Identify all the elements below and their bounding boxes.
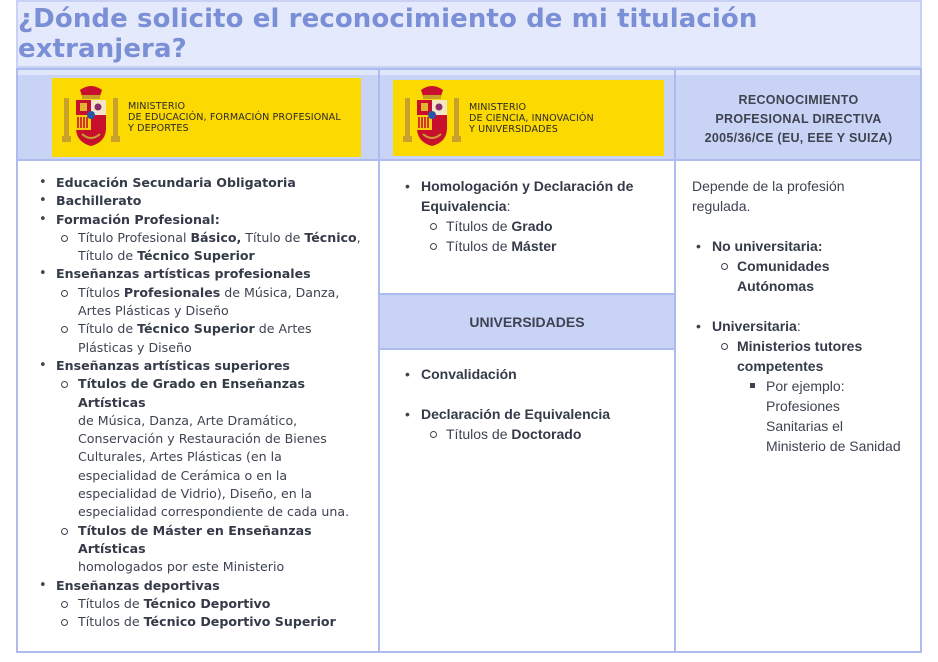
recognition-list xyxy=(692,176,918,456)
universities-header xyxy=(380,295,674,348)
title-banner xyxy=(16,0,922,68)
text-segment: Títulos de xyxy=(78,595,144,611)
list-item-label: Homologación y Declaración de xyxy=(421,178,634,194)
list-item-colon: : xyxy=(214,211,220,227)
list-item xyxy=(692,236,918,256)
list-item-label: Universitaria xyxy=(712,318,797,334)
list-item-label: No universitaria xyxy=(712,238,818,254)
text-segment: Grado xyxy=(511,218,553,234)
text-segment: Autónomas xyxy=(737,278,814,294)
spacer xyxy=(692,216,918,236)
sub-list-item xyxy=(36,320,376,338)
text-segment: Títulos de Grado en Enseñanzas Artísticas xyxy=(78,376,306,410)
sub-list-item xyxy=(692,336,918,356)
sub-list-item-cont: Artes Plásticas y Diseño xyxy=(78,303,229,319)
header-divider xyxy=(18,159,920,161)
text-segment: de Artes xyxy=(254,321,312,337)
list-item-label: Convalidación xyxy=(421,366,517,382)
text-segment: Títulos xyxy=(78,284,124,300)
text-segment: Doctorado xyxy=(511,426,582,442)
text-segment: Máster xyxy=(511,238,557,254)
list-item xyxy=(401,364,666,384)
text-segment: Título Profesional xyxy=(78,229,191,245)
ministry-education-line2: DE EDUCACIÓN, FORMACIÓN PROFESIONAL xyxy=(128,112,341,123)
sub-list-item xyxy=(401,236,666,256)
sub-list-item-cont: Culturales, Artes Plásticas (en la xyxy=(78,449,282,465)
sub-list-item-cont: especialidad de Cerámica o en la xyxy=(78,467,288,483)
list-item-label: Equivalencia xyxy=(421,198,507,214)
text-segment: Títulos de xyxy=(446,238,512,254)
text-segment: Títulos de Máster en Enseñanzas Artísticas xyxy=(78,522,312,556)
list-item-colon: : xyxy=(796,318,801,334)
text-segment: Técnico Deportivo xyxy=(143,595,271,611)
recognition-header-line1: RECONOCIMIENTO xyxy=(738,93,859,107)
sub-sub-list-item: Por ejemplo: xyxy=(692,376,918,396)
list-item xyxy=(36,577,376,595)
ministry-science-line1: MINISTERIO xyxy=(469,101,527,113)
list-item-label: Enseñanzas deportivas xyxy=(56,577,220,593)
sub-list-item xyxy=(401,216,666,236)
text-segment: Título de xyxy=(78,321,138,337)
recognition-intro-line1: Depende de la profesión xyxy=(692,178,845,194)
ministry-education-name xyxy=(128,101,341,134)
list-item xyxy=(36,211,376,229)
sub-sub-list-item-cont: Profesiones xyxy=(766,398,840,414)
sub-list-item-cont xyxy=(692,276,918,296)
list-item-label: Educación Secundaria Obligatoria xyxy=(56,175,296,190)
column-divider-1 xyxy=(378,70,380,651)
coat-of-arms-icon xyxy=(60,84,122,152)
list-item-label: Formación Profesional xyxy=(56,211,215,227)
ministry-education-line3: Y DEPORTES xyxy=(128,123,189,134)
sub-list-item xyxy=(36,522,376,559)
text-segment: Básico, xyxy=(190,229,242,245)
recognition-intro-line2: regulada. xyxy=(692,198,751,214)
ministry-education-line1: MINISTERIO xyxy=(128,101,186,112)
text-segment: , xyxy=(356,229,361,245)
column-divider-2 xyxy=(674,70,676,651)
list-item xyxy=(401,176,666,196)
text-segment: Ministerios tutores xyxy=(737,338,863,354)
text-segment: Técnico Superior xyxy=(137,248,255,264)
sub-list-item xyxy=(36,375,376,412)
text-segment: Títulos de xyxy=(78,614,144,630)
spacer xyxy=(401,384,666,404)
science-ministry-list xyxy=(401,176,666,256)
list-item xyxy=(36,265,376,283)
text-segment: Técnico xyxy=(304,229,357,245)
list-item xyxy=(36,192,376,210)
info-table xyxy=(16,68,922,653)
text-segment: Títulos de xyxy=(446,426,512,442)
recognition-header-line2: PROFESIONAL DIRECTIVA xyxy=(715,112,882,126)
list-item-colon: : xyxy=(506,198,511,214)
sub-list-item xyxy=(36,229,376,247)
recognition-header-line3: 2005/36/CE (EU, EEE Y SUIZA) xyxy=(704,131,893,145)
list-item xyxy=(36,174,376,192)
text-segment: Técnico Deportivo Superior xyxy=(143,614,336,630)
ministry-science-line3: Y UNIVERSIDADES xyxy=(469,123,558,135)
ministry-education-logo xyxy=(52,78,361,157)
sub-list-item xyxy=(36,284,376,302)
sub-list-item xyxy=(36,595,376,613)
spacer xyxy=(692,296,918,316)
education-ministry-list xyxy=(36,174,376,631)
sub-list-item-cont xyxy=(692,356,918,376)
sub-list-item-cont: Conservación y Restauración de Bienes xyxy=(78,431,327,447)
text-segment: competentes xyxy=(737,358,824,374)
sub-sub-list-item-cont: Sanitarias el xyxy=(766,418,844,434)
list-item-label: Bachillerato xyxy=(56,193,142,209)
text-segment: Profesionales xyxy=(123,284,221,300)
universities-header-label: UNIVERSIDADES xyxy=(469,313,585,330)
sub-list-item-cont: homologados por este Ministerio xyxy=(78,559,285,575)
list-item xyxy=(401,404,666,424)
sub-list-item-cont: especialidad correspondiente de cada una. xyxy=(78,504,350,520)
coat-of-arms-icon xyxy=(401,84,463,152)
list-item-label: Declaración de Equivalencia xyxy=(421,406,611,422)
list-item-label: Enseñanzas artísticas superiores xyxy=(56,357,290,373)
universities-bottom-border xyxy=(380,348,674,350)
universities-list xyxy=(401,364,666,444)
page-title: ¿Dónde solicito el reconocimiento de mi titulación extranjera? xyxy=(18,4,758,64)
text-segment: Comunidades xyxy=(737,258,830,274)
sub-sub-list-item-cont: Ministerio de Sanidad xyxy=(766,438,901,454)
list-item xyxy=(692,316,918,336)
recognition-header xyxy=(677,91,920,148)
text-segment: Títulos de xyxy=(446,218,512,234)
list-item-cont xyxy=(401,196,666,216)
list-item-label: Enseñanzas artísticas profesionales xyxy=(56,266,311,282)
sub-list-item-cont xyxy=(36,247,376,265)
list-item xyxy=(36,357,376,375)
text-segment: Técnico Superior xyxy=(137,321,255,337)
sub-list-item-cont: Plásticas y Diseño xyxy=(78,339,192,355)
sub-list-item xyxy=(692,256,918,276)
text-segment: Título de xyxy=(78,248,138,264)
ministry-science-logo xyxy=(393,80,664,156)
sub-list-item-cont: especialidad de Vidrio), Diseño, en la xyxy=(78,486,312,502)
sub-list-item-cont: de Música, Danza, Arte Dramático, xyxy=(78,412,298,428)
sub-list-item xyxy=(36,613,376,631)
ministry-science-name xyxy=(469,102,594,135)
ministry-science-line2: DE CIENCIA, INNOVACIÓN xyxy=(469,112,594,124)
sub-list-item xyxy=(401,424,666,444)
list-item-colon: : xyxy=(817,238,823,254)
text-segment: Título de xyxy=(241,229,305,245)
text-segment: de Música, Danza, xyxy=(220,284,340,300)
